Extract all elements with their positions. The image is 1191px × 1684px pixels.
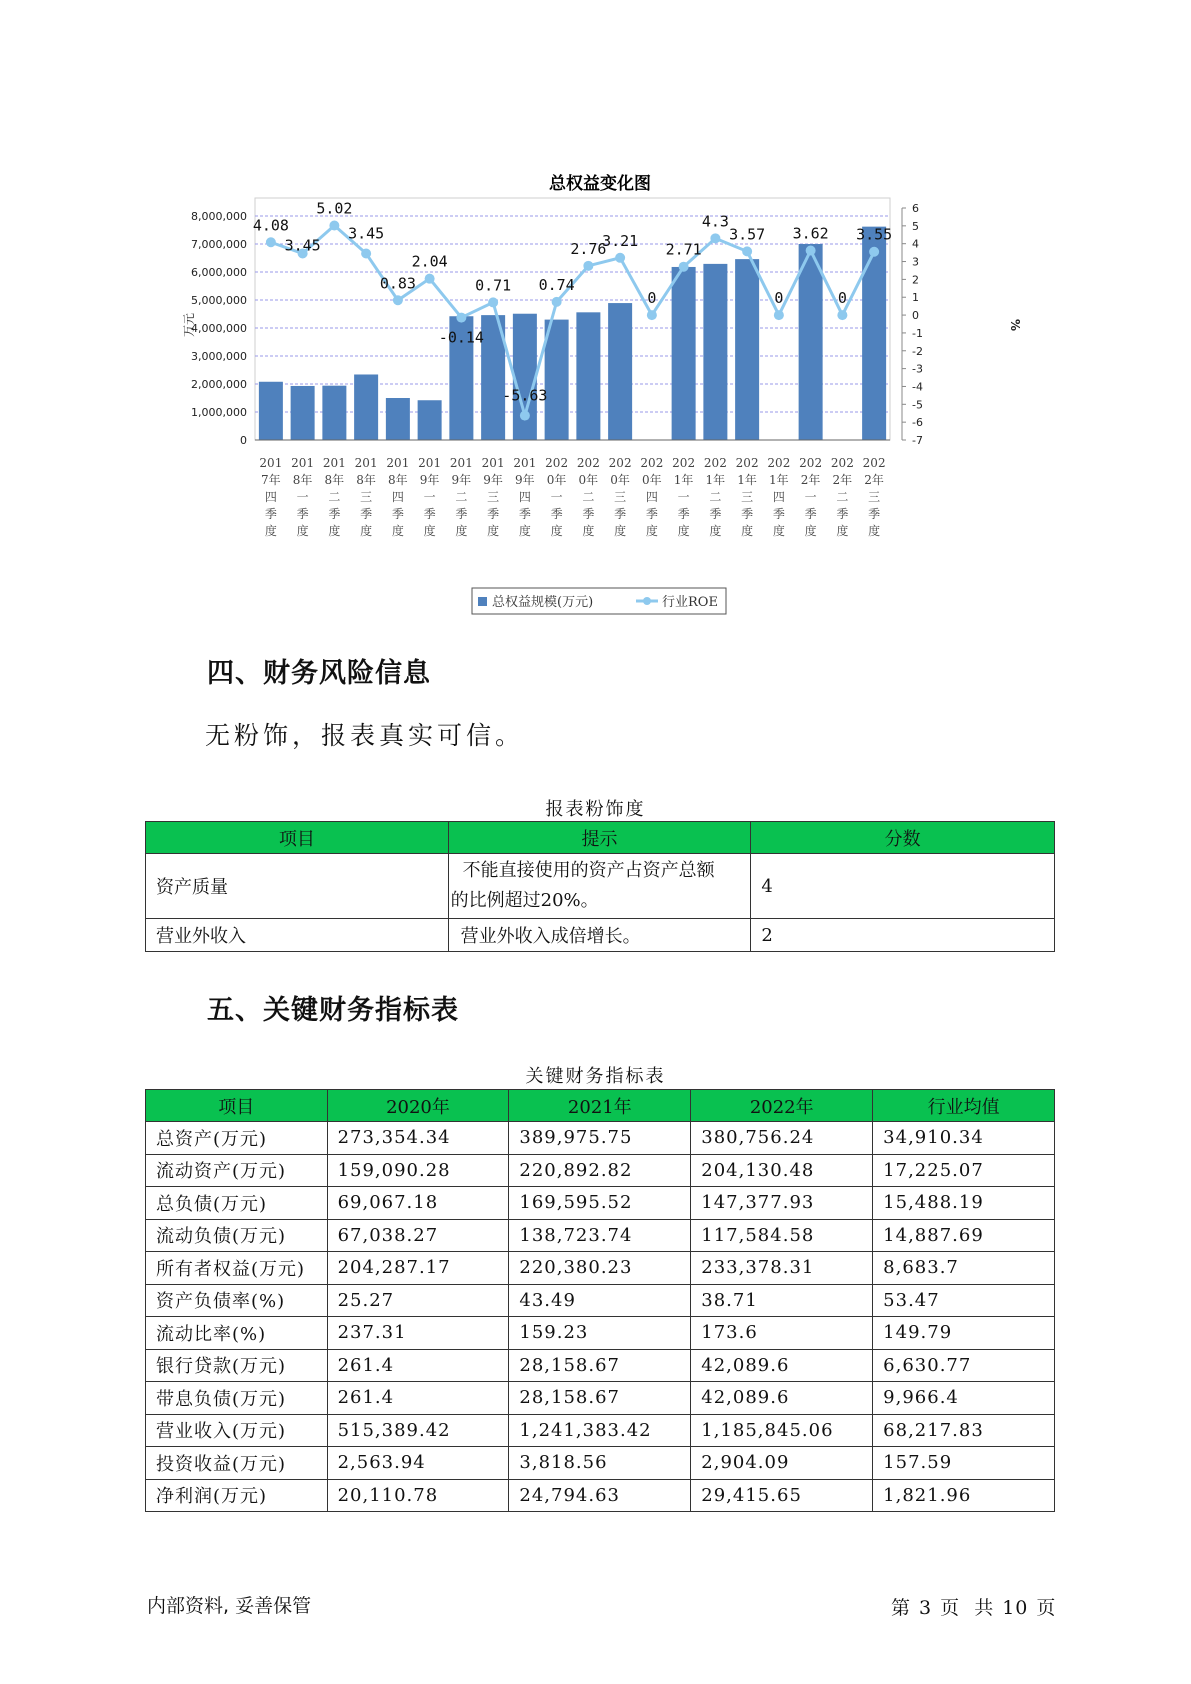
kpi-table [145,1089,1055,1512]
x-tick-label: 度 [264,524,277,538]
risk-table [145,821,1055,952]
x-tick-label: 度 [455,524,468,538]
x-tick-label: 度 [645,524,658,538]
x-tick-label: 三 [868,490,881,504]
kpi-item: 带息负债(万元) [146,1382,328,1415]
x-tick-label: 度 [868,524,881,538]
x-tick-label: 季 [645,507,658,521]
y-left-tick: 3,000,000 [191,350,247,363]
x-tick-label: 三 [614,490,627,504]
kpi-header-item: 项目 [146,1090,328,1122]
y-right-tick: 5 [912,219,919,233]
y-right-tick: -4 [912,380,923,394]
data-label: 3.62 [792,224,829,243]
kpi-item: 总负债(万元) [146,1187,328,1220]
kpi-value: 1,821.96 [873,1479,1055,1512]
kpi-value: 15,488.19 [873,1187,1055,1220]
x-tick-label: 201 [259,456,283,470]
data-label: -0.14 [438,328,484,347]
kpi-value: 20,110.78 [327,1479,509,1512]
x-tick-label: 季 [709,507,722,521]
kpi-header-industry: 行业均值 [873,1090,1055,1122]
kpi-value: 25.27 [327,1284,509,1317]
kpi-value: 24,794.63 [509,1479,691,1512]
x-tick-label: 度 [487,524,500,538]
x-tick-label: 1年 [705,473,726,487]
data-label: 0.83 [379,274,416,293]
risk-table-header [146,822,1055,854]
x-tick-label: 度 [360,524,373,538]
bar [418,400,442,440]
kpi-value: 9,966.4 [873,1382,1055,1415]
x-tick-label: 度 [614,524,627,538]
kpi-value: 173.6 [691,1317,873,1350]
x-tick-label: 度 [677,524,690,538]
kpi-value: 159,090.28 [327,1154,509,1187]
x-tick-label: 202 [608,456,632,470]
roe-point [583,261,593,271]
kpi-value: 34,910.34 [873,1122,1055,1155]
risk-header-item: 项目 [146,822,449,854]
bar [291,386,315,440]
x-tick-label: 一 [296,490,309,504]
kpi-value: 14,887.69 [873,1219,1055,1252]
x-tick-label: 8年 [324,473,345,487]
kpi-value: 2,563.94 [327,1447,509,1480]
data-label: 3.45 [348,224,385,243]
x-tick-label: 1年 [769,473,789,487]
legend-line-marker [643,597,651,605]
data-label: 3.45 [284,236,321,255]
kpi-value: 233,378.31 [691,1252,873,1285]
kpi-value: 204,287.17 [327,1252,509,1285]
x-tick-label: 201 [513,456,537,470]
chart-title: 总权益变化图 [549,174,651,194]
y-right-tick: -1 [912,326,923,340]
x-tick-label: 8年 [356,473,376,487]
x-tick-label: 201 [354,456,378,470]
risk-hint [448,854,751,919]
roe-point [742,246,752,256]
x-tick-label: 季 [518,507,531,521]
data-label: 0 [774,289,784,308]
bar [703,264,727,440]
legend-bar-swatch [478,597,487,606]
footer-page-total: 10 [1002,1597,1029,1619]
risk-hint-line1: 不能直接使用的资产占资产总额 [462,860,715,881]
data-label: 2.04 [411,252,448,271]
x-tick-label: 度 [772,524,785,538]
x-tick-label: 季 [741,507,754,521]
table-row [146,1219,1055,1252]
x-tick-label: 二 [455,490,468,504]
x-tick-label: 0年 [610,473,630,487]
x-tick-label: 2年 [832,473,853,487]
table-row [146,854,1055,919]
kpi-value: 1,185,845.06 [691,1414,873,1447]
kpi-value: 1,241,383.42 [509,1414,691,1447]
x-tick-label: 季 [423,507,436,521]
y-left-tick: 1,000,000 [191,406,247,419]
x-tick-label: 季 [487,507,500,521]
chart-legend [472,588,726,614]
kpi-table-caption: 关键财务指标表 [525,1066,666,1087]
kpi-value: 42,089.6 [691,1382,873,1415]
roe-point [456,313,466,323]
kpi-value: 2,904.09 [691,1447,873,1480]
x-tick-label: 8年 [388,473,408,487]
table-row [146,1382,1055,1415]
x-tick-label: 202 [545,456,569,470]
kpi-value: 169,595.52 [509,1187,691,1220]
kpi-value: 67,038.27 [327,1219,509,1252]
kpi-item: 流动比率(%) [146,1317,328,1350]
x-tick-label: 度 [328,524,341,538]
x-tick-label: 202 [576,456,600,470]
roe-point [647,310,657,320]
x-tick-label: 202 [735,456,759,470]
x-tick-label: 一 [677,490,690,504]
table-row [146,1252,1055,1285]
kpi-table-header [146,1090,1055,1122]
bar [576,312,600,440]
y-right-tick: 1 [912,291,919,305]
x-tick-label: 202 [703,456,727,470]
y-right-tick: 6 [912,202,919,215]
x-tick-label: 季 [455,507,468,521]
kpi-item: 投资收益(万元) [146,1447,328,1480]
x-tick-label: 季 [804,507,817,521]
x-tick-label: 9年 [419,473,440,487]
x-tick-label: 度 [582,524,595,538]
kpi-header-2021: 2021年 [509,1090,691,1122]
data-label: 2.71 [665,240,702,259]
roe-point [425,274,435,284]
kpi-item: 流动资产(万元) [146,1154,328,1187]
x-tick-label: 9年 [483,473,503,487]
roe-point [679,262,689,272]
roe-point [552,297,562,307]
y-right-tick: -3 [912,362,923,376]
bar [259,382,283,440]
roe-point [361,249,371,259]
y-right-tick: -5 [912,398,923,412]
footer-page-prefix: 第 [891,1597,912,1619]
kpi-value: 68,217.83 [873,1414,1055,1447]
table-row [146,1349,1055,1382]
bar [799,244,823,440]
x-tick-label: 202 [799,456,823,470]
x-tick-label: 一 [550,490,563,504]
x-tick-label: 季 [391,507,404,521]
kpi-value: 43.49 [509,1284,691,1317]
y-left-tick: 0 [240,434,247,447]
roe-point [329,220,339,230]
x-tick-label: 二 [328,490,341,504]
footer-page-mid: 页 共 [940,1597,995,1619]
x-tick-label: 度 [709,524,722,538]
x-tick-label: 三 [360,490,373,504]
kpi-value: 515,389.42 [327,1414,509,1447]
table-row [146,1479,1055,1512]
kpi-value: 53.47 [873,1284,1055,1317]
x-tick-label: 季 [550,507,563,521]
roe-point [806,245,816,255]
x-tick-label: 三 [741,490,754,504]
roe-point [615,253,625,263]
footer-pagination [887,1593,1060,1620]
x-tick-label: 2年 [800,473,821,487]
x-tick-label: 1年 [737,473,757,487]
x-tick-label: 四 [645,490,658,504]
x-tick-label: 度 [741,524,754,538]
x-tick-label: 201 [322,456,346,470]
y-right-label: % [1008,318,1022,332]
roe-point [266,237,276,247]
section5-heading: 五、关键财务指标表 [207,995,459,1026]
x-tick-label: 季 [772,507,785,521]
section4-heading: 四、财务风险信息 [207,658,431,689]
kpi-value: 273,354.34 [327,1122,509,1155]
kpi-item: 银行贷款(万元) [146,1349,328,1382]
y-left-label: 万元 [182,312,196,338]
data-label: 0 [647,289,657,308]
x-tick-label: 度 [804,524,817,538]
table-row [146,1284,1055,1317]
kpi-item: 所有者权益(万元) [146,1252,328,1285]
y-right-tick: 3 [912,255,919,269]
x-tick-label: 四 [264,490,277,504]
x-tick-label: 度 [836,524,849,538]
kpi-value: 261.4 [327,1382,509,1415]
y-left-tick: 8,000,000 [191,210,247,223]
kpi-value: 220,892.82 [509,1154,691,1187]
kpi-header-2020: 2020年 [327,1090,509,1122]
bar [672,267,696,440]
x-tick-label: 0年 [546,473,567,487]
bar [354,374,378,440]
roe-point [520,411,530,421]
x-tick-label: 三 [487,490,500,504]
data-label: -5.63 [502,386,548,405]
x-tick-label: 2年 [864,473,884,487]
footer-page-suffix: 页 [1036,1597,1057,1619]
table-row [146,1154,1055,1187]
x-tick-label: 202 [640,456,664,470]
data-label: 3.55 [856,225,893,244]
y-left-tick: 2,000,000 [191,378,247,391]
x-tick-label: 季 [614,507,627,521]
x-tick-label: 二 [836,490,849,504]
x-tick-label: 季 [296,507,309,521]
kpi-header-2022: 2022年 [691,1090,873,1122]
data-label: 5.02 [316,199,353,218]
kpi-value: 149.79 [873,1317,1055,1350]
x-tick-label: 二 [709,490,722,504]
kpi-value: 138,723.74 [509,1219,691,1252]
x-tick-label: 201 [386,456,410,470]
x-tick-label: 202 [672,456,696,470]
risk-header-hint: 提示 [448,822,751,854]
data-label: 0.74 [538,275,575,294]
risk-table-caption: 报表粉饰度 [545,799,646,820]
kpi-value: 6,630.77 [873,1349,1055,1382]
kpi-item: 总资产(万元) [146,1122,328,1155]
x-tick-label: 7年 [261,473,281,487]
table-row [146,1447,1055,1480]
roe-point [837,310,847,320]
y-right-tick: -2 [912,344,923,358]
table-row [146,1122,1055,1155]
table-row [146,1317,1055,1350]
kpi-value: 159.23 [509,1317,691,1350]
kpi-value: 147,377.93 [691,1187,873,1220]
kpi-value: 157.59 [873,1447,1055,1480]
kpi-value: 3,818.56 [509,1447,691,1480]
x-tick-label: 8年 [292,473,313,487]
kpi-item: 净利润(万元) [146,1479,328,1512]
x-tick-label: 度 [296,524,309,538]
kpi-value: 380,756.24 [691,1122,873,1155]
bar [545,320,569,440]
x-tick-label: 201 [418,456,442,470]
risk-score: 2 [751,919,1055,952]
x-tick-label: 1年 [673,473,694,487]
kpi-value: 28,158.67 [509,1382,691,1415]
roe-point [774,310,784,320]
kpi-value: 28,158.67 [509,1349,691,1382]
kpi-value: 261.4 [327,1349,509,1382]
roe-point [869,247,879,257]
bar [862,227,886,440]
x-tick-label: 202 [830,456,854,470]
x-tick-label: 度 [423,524,436,538]
x-tick-label: 四 [518,490,531,504]
x-tick-label: 季 [836,507,849,521]
bar [608,303,632,440]
y-right-tick: -6 [912,416,923,430]
kpi-item: 营业收入(万元) [146,1414,328,1447]
kpi-value: 237.31 [327,1317,509,1350]
x-tick-label: 季 [677,507,690,521]
y-left-tick: 7,000,000 [191,238,247,251]
kpi-value: 42,089.6 [691,1349,873,1382]
y-right-tick: -7 [912,434,923,447]
risk-score: 4 [751,854,1055,919]
kpi-item: 流动负债(万元) [146,1219,328,1252]
risk-item: 营业外收入 [146,919,449,952]
roe-point [393,295,403,305]
x-tick-label: 度 [550,524,563,538]
x-tick-label: 季 [582,507,595,521]
roe-point [710,233,720,243]
kpi-value: 220,380.23 [509,1252,691,1285]
x-tick-label: 季 [360,507,373,521]
bar [322,386,346,440]
kpi-item: 资产负债率(%) [146,1284,328,1317]
x-tick-label: 9年 [515,473,535,487]
x-tick-label: 二 [582,490,595,504]
legend-bar-label: 总权益规模(万元) [492,595,594,610]
x-tick-label: 季 [328,507,341,521]
x-tick-label: 四 [772,490,785,504]
kpi-value: 204,130.48 [691,1154,873,1187]
table-row [146,919,1055,952]
footer-confidential: 内部资料, 妥善保管 [147,1595,312,1617]
x-tick-label: 0年 [578,473,599,487]
x-tick-label: 季 [868,507,881,521]
bar [735,259,759,440]
footer-page-num: 3 [919,1597,933,1619]
x-tick-label: 四 [391,490,404,504]
x-tick-label: 一 [423,490,436,504]
kpi-value: 389,975.75 [509,1122,691,1155]
kpi-value: 38.71 [691,1284,873,1317]
table-row [146,1414,1055,1447]
legend-line-label: 行业ROE [662,595,718,610]
y-left-tick: 5,000,000 [191,294,247,307]
risk-header-score: 分数 [751,822,1055,854]
x-tick-label: 度 [391,524,404,538]
x-tick-label: 201 [481,456,505,470]
data-label: 0.71 [475,276,512,295]
data-label: 0 [837,289,847,308]
section4-paragraph: 无粉饰，报表真实可信。 [205,721,525,750]
table-row [146,1187,1055,1220]
data-label: 4.08 [252,216,289,235]
x-tick-label: 季 [264,507,277,521]
kpi-value: 117,584.58 [691,1219,873,1252]
x-tick-label: 202 [767,456,791,470]
data-label: 4.3 [701,212,729,231]
kpi-value: 8,683.7 [873,1252,1055,1285]
x-tick-label: 201 [291,456,315,470]
kpi-value: 29,415.65 [691,1479,873,1512]
data-label: 3.21 [602,231,639,250]
risk-hint: 营业外收入成倍增长。 [448,919,751,952]
x-tick-label: 9年 [451,473,472,487]
y-right-tick: 4 [912,237,919,251]
data-label: 3.57 [729,225,766,244]
y-right-tick: 2 [912,273,919,287]
kpi-value: 69,067.18 [327,1187,509,1220]
risk-hint-line2: 的比例超过20%。 [450,890,599,911]
y-left-tick: 6,000,000 [191,266,247,279]
x-tick-label: 202 [862,456,886,470]
bar [386,398,410,440]
data-label: 2.76 [570,239,607,258]
equity-chart [0,0,1191,630]
y-right-tick: 0 [912,309,919,323]
roe-point [488,297,498,307]
y-left-tick: 4,000,000 [191,322,247,335]
x-tick-label: 度 [518,524,531,538]
x-tick-label: 201 [449,456,473,470]
x-tick-label: 一 [804,490,817,504]
x-tick-label: 0年 [642,473,662,487]
kpi-value: 17,225.07 [873,1154,1055,1187]
risk-item: 资产质量 [146,854,449,919]
